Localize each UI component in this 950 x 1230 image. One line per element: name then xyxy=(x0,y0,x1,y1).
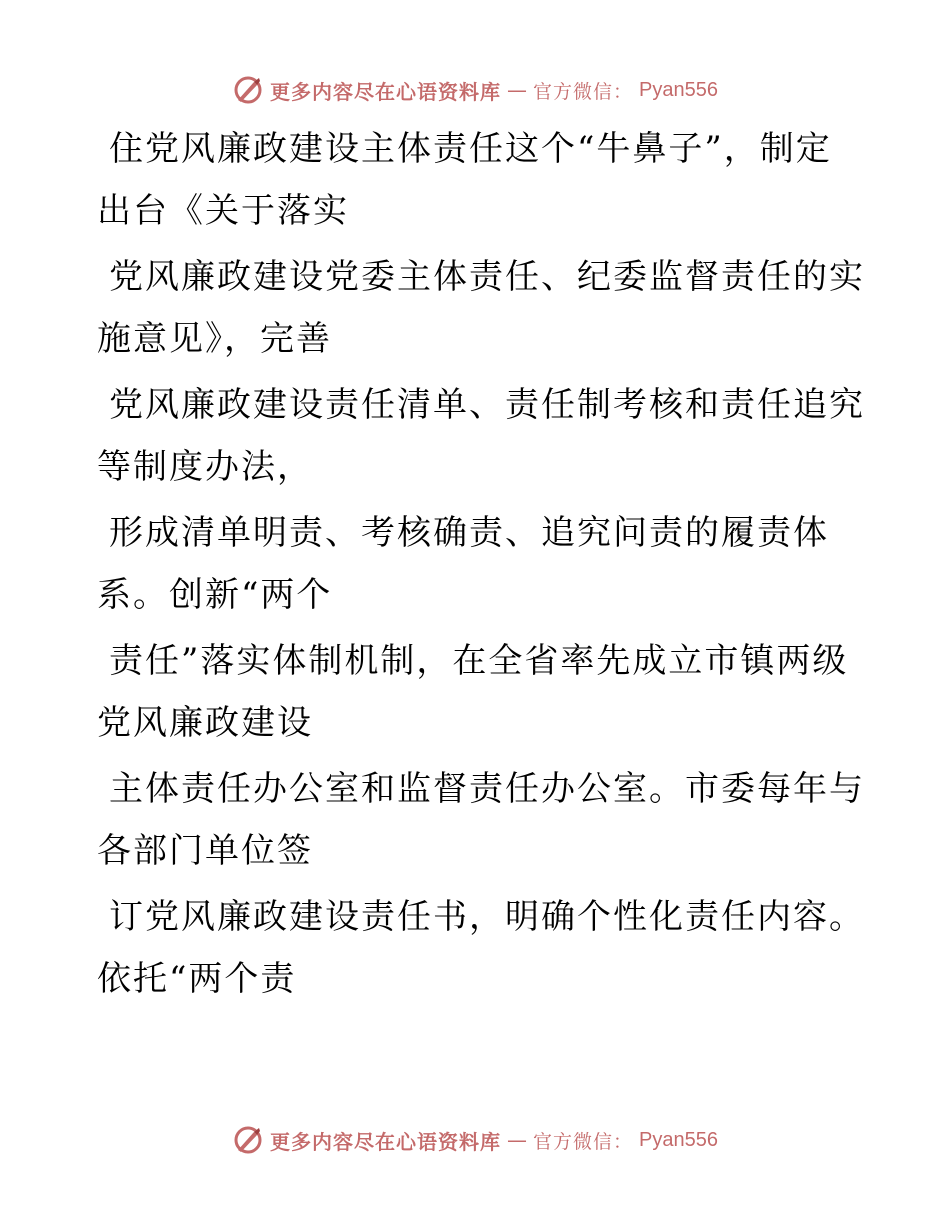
quill-logo-icon xyxy=(232,1124,264,1156)
document-body xyxy=(97,118,865,1014)
paragraph-line: 形成清单明责、考核确责、追究问责的履责体 xyxy=(109,513,829,553)
watermark-separator: — xyxy=(507,1128,527,1152)
paragraph-5 xyxy=(97,630,857,754)
paragraph-line: 出台《关于落实 xyxy=(97,191,349,231)
paragraph-line: 党风廉政建设 xyxy=(97,703,313,743)
footer-watermark xyxy=(0,1120,950,1160)
paragraph-line: 党风廉政建设责任清单、责任制考核和责任追究 xyxy=(109,385,865,425)
paragraph-line: 党风廉政建设党委主体责任、纪委监督责任的实 xyxy=(109,257,865,297)
watermark-official-label: 官方微信： xyxy=(533,80,634,103)
watermark-separator: — xyxy=(507,78,527,102)
watermark-official-label: 官方微信： xyxy=(533,1130,634,1153)
quill-logo-icon xyxy=(232,74,264,106)
paragraph-4 xyxy=(97,502,857,626)
paragraph-line: 各部门单位签 xyxy=(97,831,313,871)
watermark-site-text: 更多内容尽在心语资料库 xyxy=(270,79,501,104)
paragraph-line: 住党风廉政建设主体责任这个“牛鼻子”，制定 xyxy=(109,129,832,169)
header-watermark xyxy=(0,70,950,110)
watermark-site-text: 更多内容尽在心语资料库 xyxy=(270,1129,501,1154)
paragraph-1 xyxy=(97,118,857,242)
paragraph-line: 施意见》，完善 xyxy=(97,319,332,359)
paragraph-line: 主体责任办公室和监督责任办公室。市委每年与 xyxy=(109,769,865,809)
paragraph-3 xyxy=(97,374,865,498)
paragraph-line: 等制度办法， xyxy=(97,447,313,487)
watermark-wechat-id: Pyan556 xyxy=(639,1128,718,1151)
paragraph-2 xyxy=(97,246,865,370)
paragraph-line: 责任”落实体制机制，在全省率先成立市镇两级 xyxy=(109,641,849,681)
paragraph-6 xyxy=(97,758,865,882)
watermark-wechat-id: Pyan556 xyxy=(639,78,718,101)
paragraph-line: 依托“两个责 xyxy=(97,959,297,999)
paragraph-line: 订党风廉政建设责任书，明确个性化责任内容。 xyxy=(109,897,865,937)
paragraph-line: 系。创新“两个 xyxy=(97,575,333,615)
paragraph-7 xyxy=(97,886,865,1010)
